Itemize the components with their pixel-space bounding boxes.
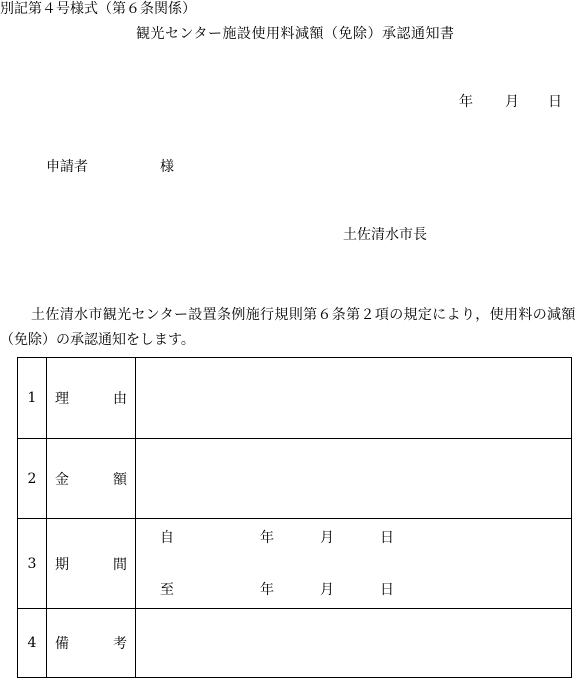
row-label-remarks bbox=[47, 609, 136, 678]
date-year-label: 年 bbox=[459, 94, 473, 110]
label-char: 金 bbox=[55, 471, 69, 488]
row-number: 2 bbox=[18, 439, 47, 519]
period-to-label: 至 bbox=[160, 582, 174, 598]
period-from-day: 日 bbox=[380, 530, 394, 546]
table-row-amount bbox=[18, 439, 572, 519]
date-month-label: 月 bbox=[505, 94, 519, 110]
table-row-reason bbox=[18, 358, 572, 439]
label-char: 考 bbox=[113, 636, 127, 652]
period-to-day: 日 bbox=[380, 582, 394, 598]
period-from-label: 自 bbox=[160, 530, 174, 546]
remarks-value-cell bbox=[136, 609, 572, 678]
label-char: 理 bbox=[55, 391, 69, 407]
label-char: 備 bbox=[55, 636, 69, 652]
detail-table bbox=[17, 357, 572, 678]
applicant-honorific: 様 bbox=[160, 159, 174, 175]
date-day-label: 日 bbox=[548, 94, 562, 110]
period-from-year: 年 bbox=[260, 530, 274, 546]
label-char: 額 bbox=[113, 471, 127, 488]
period-to-year: 年 bbox=[260, 582, 274, 598]
period-to-month: 月 bbox=[320, 582, 334, 598]
document-title: 観光センター施設使用料減額（免除）承認通知書 bbox=[136, 26, 455, 42]
table-row-period bbox=[18, 519, 572, 609]
period-from-month: 月 bbox=[320, 530, 334, 546]
row-label-reason bbox=[47, 358, 136, 439]
table-row-remarks bbox=[18, 609, 572, 678]
row-label-period bbox=[47, 519, 136, 609]
form-number: 別記第４号様式（第６条関係） bbox=[0, 1, 196, 17]
label-char: 由 bbox=[113, 391, 127, 407]
reason-value-cell bbox=[136, 358, 572, 439]
row-number: 3 bbox=[18, 519, 47, 609]
row-number: 1 bbox=[18, 358, 47, 439]
label-char: 期 bbox=[55, 556, 69, 573]
applicant-label: 申請者 bbox=[46, 159, 88, 175]
body-text-line-2: （免除）の承認通知をします。 bbox=[0, 332, 195, 348]
amount-value-cell bbox=[136, 439, 572, 519]
body-text-line-1: 土佐清水市観光センター設置条例施行規則第６条第２項の規定により，使用料の減額 bbox=[31, 307, 576, 323]
row-number: 4 bbox=[18, 609, 47, 678]
issuer-name: 土佐清水市長 bbox=[343, 227, 427, 243]
row-label-amount bbox=[47, 439, 136, 519]
period-value-cell bbox=[136, 519, 572, 609]
label-char: 間 bbox=[113, 556, 127, 573]
